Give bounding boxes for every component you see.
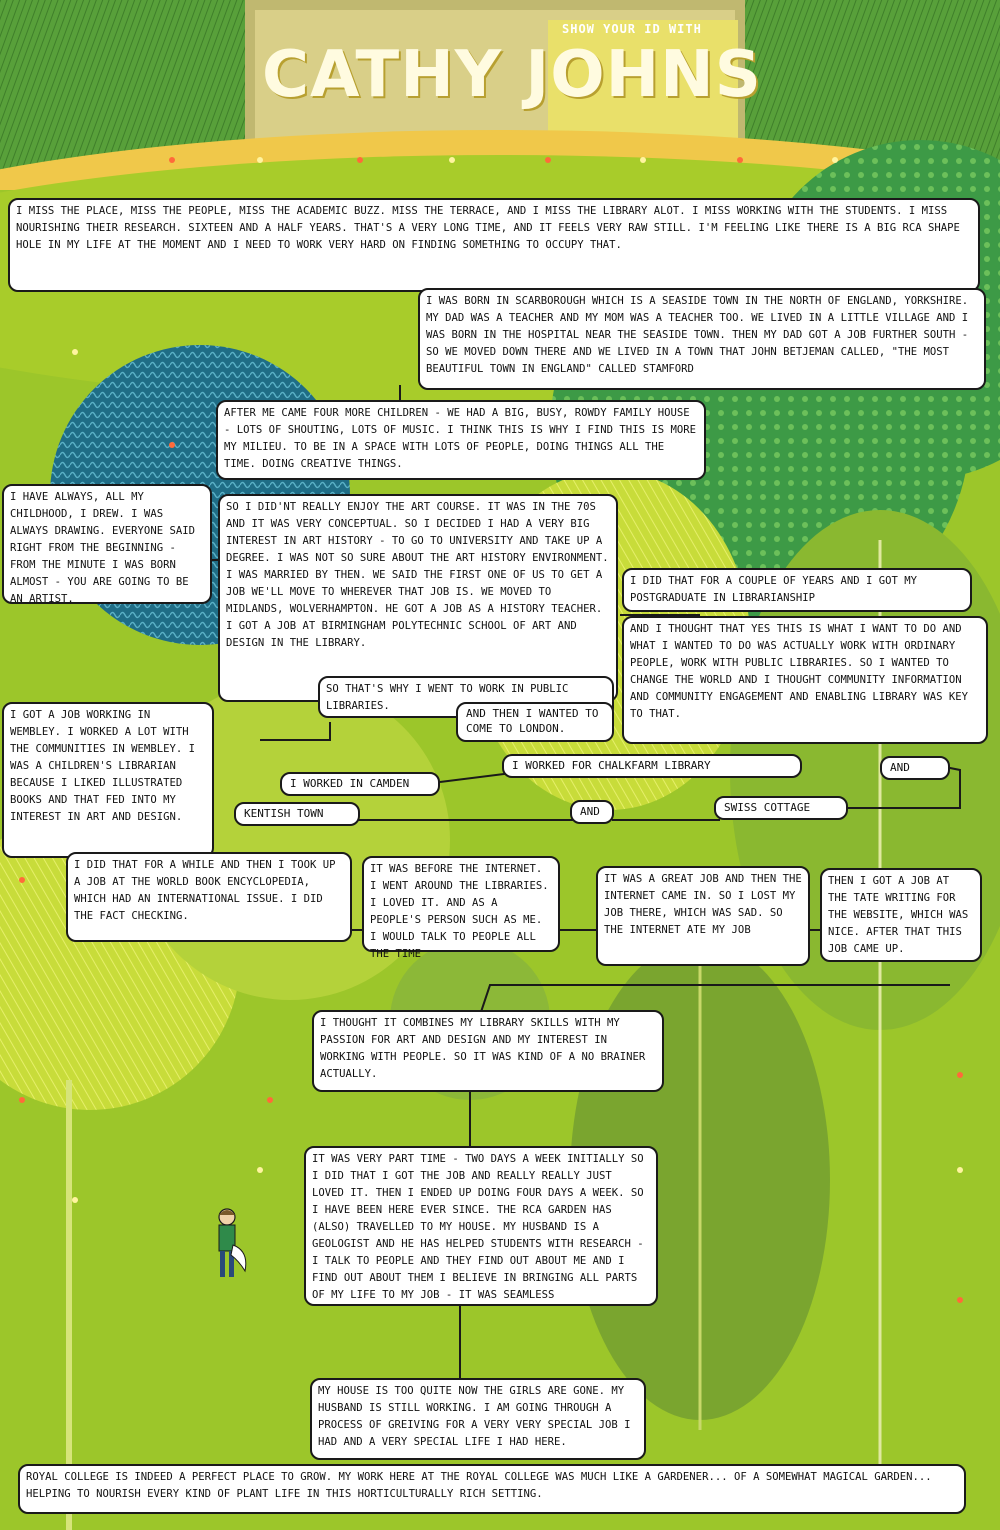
- bubble-wembley: I GOT A JOB WORKING IN WEMBLEY. I WORKED A LOT WITH THE COMMUNITIES IN WEMBLEY. I WAS A CHILDREN'S LIBRARIAN BECAUSE I LIKED ILLUSTRATED BOOKS AND THAT FED INTO MY INTEREST IN ART AND DESIGN.: [2, 702, 214, 858]
- bubble-come-to-london: AND THEN I WANTED TO COME TO LONDON.: [456, 702, 614, 742]
- bubble-swiss-cottage: SWISS COTTAGE: [714, 796, 848, 820]
- bubble-born-scarborough: I WAS BORN IN SCARBOROUGH WHICH IS A SEASIDE TOWN IN THE NORTH OF ENGLAND, YORKSHIRE. MY DAD WAS A TEACHER AND MY MOM WAS A TEACHER TOO. WE LIVED IN A LITTLE VILLAGE AND I WAS BORN IN THE HOSPITAL NEAR THE SEASIDE TOWN. THEN MY DAD GOT A JOB FURTHER SOUTH - SO WE MOVED DOWN THERE AND WE LIVED IN A TOWN THAT JOHN BETJEMAN CALLED, "THE MOST BEAUTIFUL TOWN IN ENGLAND" CALLED STAMFORD: [418, 288, 986, 390]
- bubble-postgraduate: I DID THAT FOR A COUPLE OF YEARS AND I GOT MY POSTGRADUATE IN LIBRARIANSHIP: [622, 568, 972, 612]
- header-title: CATHY JOHNS: [262, 38, 762, 112]
- bubble-always-drew: I HAVE ALWAYS, ALL MY CHILDHOOD, I DREW. I WAS ALWAYS DRAWING. EVERYONE SAID RIGHT FROM THE BEGINNING - FROM THE MINUTE I WAS BORN ALMOST - YOU ARE GOING TO BE AN ARTIST.: [2, 484, 212, 604]
- bubble-part-time: IT WAS VERY PART TIME - TWO DAYS A WEEK INITIALLY SO I DID THAT I GOT THE JOB AND REALLY REALLY JUST LOVED IT. THEN I ENDED UP DOING FOUR DAYS A WEEK. SO I HAVE BEEN HERE EVER SINCE. THE RCA GARDEN HAS (ALSO) TRAVELLED TO MY HOUSE. MY HUSBAND IS A GEOLOGIST AND HE HAS HELPED STUDENTS WITH RESEARCH - I TALK TO PEOPLE AND THEY FIND OUT ABOUT ME AND I FIND OUT ABOUT THEM I BELIEVE IN BRINGING ALL PARTS OF MY LIFE TO MY JOB - IT WAS SEAMLESS: [304, 1146, 658, 1306]
- bubble-camden: I WORKED IN CAMDEN: [280, 772, 440, 796]
- bubble-and-1: AND: [880, 756, 950, 780]
- bubble-and-2: AND: [570, 800, 614, 824]
- bubble-four-more-children: AFTER ME CAME FOUR MORE CHILDREN - WE HAD A BIG, BUSY, ROWDY FAMILY HOUSE - LOTS OF SHOUTING, LOTS OF MUSIC. I THINK THIS IS WHY I FIND THIS IS MORE MY MILIEU. TO BE IN A SPACE WITH LOTS OF PEOPLE, DOING THINGS ALL THE TIME. DOING CREATIVE THINGS.: [216, 400, 706, 480]
- bubble-tate: THEN I GOT A JOB AT THE TATE WRITING FOR THE WEBSITE, WHICH WAS NICE. AFTER THAT THIS JOB CAME UP.: [820, 868, 982, 962]
- bubble-change-the-world: AND I THOUGHT THAT YES THIS IS WHAT I WANT TO DO AND WHAT I WANTED TO DO WAS ACTUALLY WORK WITH ORDINARY PEOPLE, WORK WITH PUBLIC LIBRARIES. SO I WANTED TO CHANGE THE WORLD AND I THOUGHT COMMUNITY INFORMATION AND COMMUNITY ENGAGEMENT AND ENABLING LIBRARY WAS KEY TO THAT.: [622, 616, 988, 744]
- bubble-royal-college: ROYAL COLLEGE IS INDEED A PERFECT PLACE TO GROW. MY WORK HERE AT THE ROYAL COLLEGE WAS MUCH LIKE A GARDENER... OF A SOMEWHAT MAGICAL GARDEN... HELPING TO NOURISH EVERY KIND OF PLANT LIFE IN THIS HORTICULTURALLY RICH SETTING.: [18, 1464, 966, 1514]
- bubble-public-libraries: SO THAT'S WHY I WENT TO WORK IN PUBLIC LIBRARIES.: [318, 676, 614, 718]
- bubble-no-brainer: I THOUGHT IT COMBINES MY LIBRARY SKILLS WITH MY PASSION FOR ART AND DESIGN AND MY INTEREST IN WORKING WITH PEOPLE. SO IT WAS KIND OF A NO BRAINER ACTUALLY.: [312, 1010, 664, 1092]
- header-subtitle: SHOW YOUR ID WITH: [562, 22, 702, 36]
- bubble-art-course: SO I DID'NT REALLY ENJOY THE ART COURSE. IT WAS IN THE 70S AND IT WAS VERY CONCEPTUAL. SO I DECIDED I HAD A VERY BIG INTEREST IN ART HISTORY - TO GO TO UNIVERSITY AND TAKE UP A DEGREE. I WAS NOT SO SURE ABOUT THE ART HISTORY ENVIRONMENT. I WAS MARRIED BY THEN. WE SAID THE FIRST ONE OF US TO GET A JOB WE'LL MOVE TO WHEREVER THAT JOB IS. WE MOVED TO MIDLANDS, WOLVERHAMPTON. HE GOT A JOB AS A HISTORY TEACHER. I GOT A JOB AT BIRMINGHAM POLYTECHNIC SCHOOL OF ART AND DESIGN IN THE LIBRARY.: [218, 494, 618, 702]
- gardener-figure: [205, 1205, 255, 1285]
- bubble-kentish-town: KENTISH TOWN: [234, 802, 360, 826]
- bubble-world-book: I DID THAT FOR A WHILE AND THEN I TOOK UP A JOB AT THE WORLD BOOK ENCYCLOPEDIA, WHICH HAD AN INTERNATIONAL ISSUE. I DID THE FACT CHECKING.: [66, 852, 352, 942]
- bubble-before-internet: IT WAS BEFORE THE INTERNET. I WENT AROUND THE LIBRARIES. I LOVED IT. AND AS A PEOPLE'S PERSON SUCH AS ME. I WOULD TALK TO PEOPLE ALL THE TIME: [362, 856, 560, 952]
- bubble-house-too-quiet: MY HOUSE IS TOO QUITE NOW THE GIRLS ARE GONE. MY HUSBAND IS STILL WORKING. I AM GOING THROUGH A PROCESS OF GREIVING FOR A VERY VERY SPECIAL JOB I HAD AND A VERY SPECIAL LIFE I HAD HERE.: [310, 1378, 646, 1460]
- bubble-chalkfarm: I WORKED FOR CHALKFARM LIBRARY: [502, 754, 802, 778]
- bubble-internet-ate-my-job: IT WAS A GREAT JOB AND THEN THE INTERNET CAME IN. SO I LOST MY JOB THERE, WHICH WAS SAD. SO THE INTERNET ATE MY JOB: [596, 866, 810, 966]
- bubble-miss-the-place: I MISS THE PLACE, MISS THE PEOPLE, MISS THE ACADEMIC BUZZ. MISS THE TERRACE, AND I MISS THE LIBRARY ALOT. I MISS WORKING WITH THE STUDENTS. I MISS NOURISHING THEIR RESEARCH. SIXTEEN AND A HALF YEARS. THAT'S A VERY LONG TIME, AND IT FEELS VERY RAW STILL. I'M FEELING LIKE THERE IS A BIG RCA SHAPE HOLE IN MY LIFE AT THE MOMENT AND I NEED TO WORK VERY HARD ON FINDING SOMETHING TO OCCUPY THAT.: [8, 198, 980, 292]
